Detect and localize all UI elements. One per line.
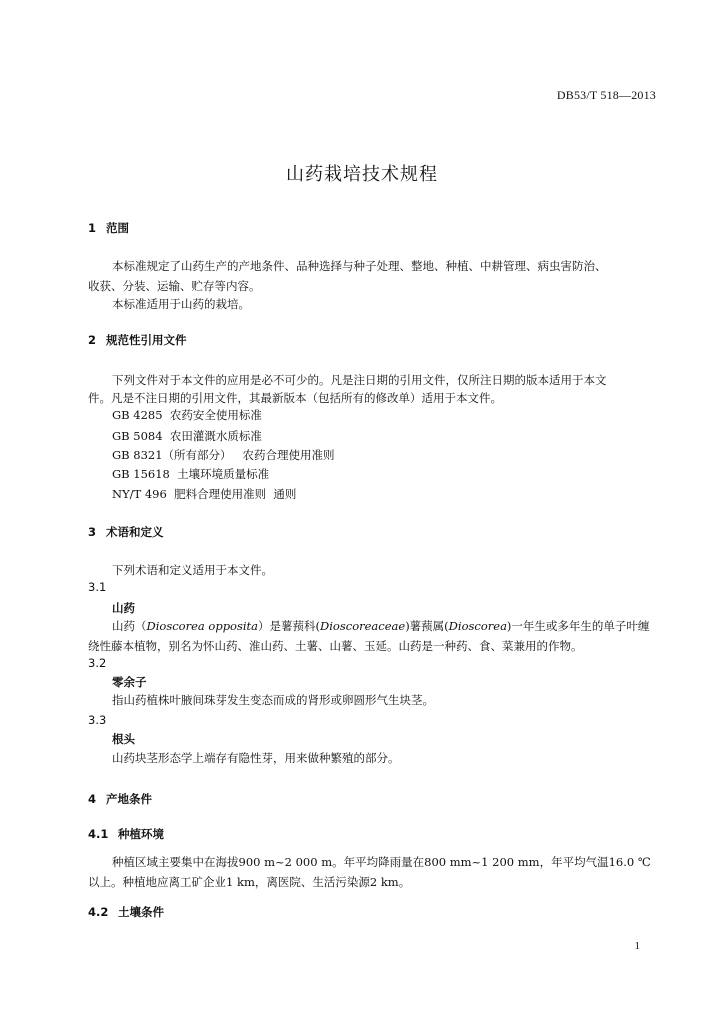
section-number: 2 <box>88 333 97 347</box>
def-part: )薯蓣属( <box>405 619 449 633</box>
page-number: 1 <box>634 940 640 952</box>
term-number: 3.2 <box>88 656 107 670</box>
section-title: 规范性引用文件 <box>106 333 187 347</box>
term-name: 山药 <box>112 601 135 615</box>
section-1-para2: 本标准适用于山药的栽培。 <box>112 297 250 311</box>
section-3-intro: 下列术语和定义适用于本文件。 <box>112 563 273 577</box>
term-number: 3.1 <box>88 580 107 594</box>
page-title: 山药栽培技术规程 <box>286 164 438 185</box>
section-2-heading <box>88 332 187 348</box>
section-3-heading <box>88 524 164 540</box>
subsection-4-1-heading <box>88 826 164 842</box>
reference-item: GB 15618 土壤环境质量标准 <box>112 467 270 481</box>
def-part: )一年生或多年生的单子叶缠 <box>506 619 650 633</box>
section-1-heading <box>88 220 129 236</box>
section-title: 产地条件 <box>106 792 152 806</box>
subsection-4-2-heading <box>88 904 164 920</box>
section-number: 4 <box>88 792 97 806</box>
term-number: 3.3 <box>88 713 107 727</box>
section-2-para1-line2: 件。凡是不注日期的引用文件，其最新版本（包括所有的修改单）适用于本文件。 <box>88 391 502 405</box>
section-number: 3 <box>88 525 97 539</box>
section-2-para1-line1: 下列文件对于本文件的应用是必不可少的。凡是注日期的引用文件，仅所注日期的版本适用于本文 <box>112 373 607 387</box>
section-title: 术语和定义 <box>106 525 164 539</box>
section-4-heading <box>88 791 152 807</box>
def-part: ）是薯蓣科( <box>258 619 321 633</box>
subsection-number: 4.1 <box>88 827 109 841</box>
term-name: 零余子 <box>112 675 147 689</box>
latin-name: Dioscoreaceae <box>320 619 406 633</box>
section-number: 1 <box>88 221 97 235</box>
latin-name: Dioscorea <box>448 619 507 633</box>
subsection-4-1-line1: 种植区域主要集中在海拔900 m~2 000 m。年平均降雨量在800 mm~1 200 mm，年平均气温16.0 ℃ <box>112 855 651 869</box>
term-name: 根头 <box>112 732 135 746</box>
term-definition-line2: 绕性藤本植物，别名为怀山药、淮山药、土薯、山薯、玉延。山药是一种药、食、菜兼用的作物。 <box>88 639 583 653</box>
reference-item: GB 5084 农田灌溉水质标准 <box>112 429 262 443</box>
section-1-para1-line2: 收获、分装、运输、贮存等内容。 <box>88 279 261 293</box>
document-number: DB53/T 518—2013 <box>556 88 656 102</box>
reference-item: NY/T 496 肥料合理使用准则 通则 <box>112 487 297 501</box>
section-1-para1-line1: 本标准规定了山药生产的产地条件、品种选择与种子处理、整地、种植、中耕管理、病虫害防治、 <box>112 259 607 273</box>
subsection-4-1-line2: 以上。种植地应离工矿企业1 km，离医院、生活污染源2 km。 <box>88 875 411 889</box>
reference-item: GB 4285 农药安全使用标准 <box>112 408 262 422</box>
section-title: 范围 <box>106 221 129 235</box>
reference-item: GB 8321（所有部分） 农药合理使用准则 <box>112 448 335 462</box>
term-definition-line1 <box>112 616 649 636</box>
subsection-number: 4.2 <box>88 905 109 919</box>
subsection-title: 种植环境 <box>118 827 164 841</box>
subsection-title: 土壤条件 <box>118 905 164 919</box>
def-part: 山药（ <box>112 619 147 633</box>
latin-name: Dioscorea opposita <box>146 619 259 633</box>
term-definition: 指山药植株叶腋间珠芽发生变态而成的肾形或卵圆形气生块茎。 <box>112 693 434 707</box>
term-definition: 山药块茎形态学上端存有隐性芽，用来做种繁殖的部分。 <box>112 751 400 765</box>
